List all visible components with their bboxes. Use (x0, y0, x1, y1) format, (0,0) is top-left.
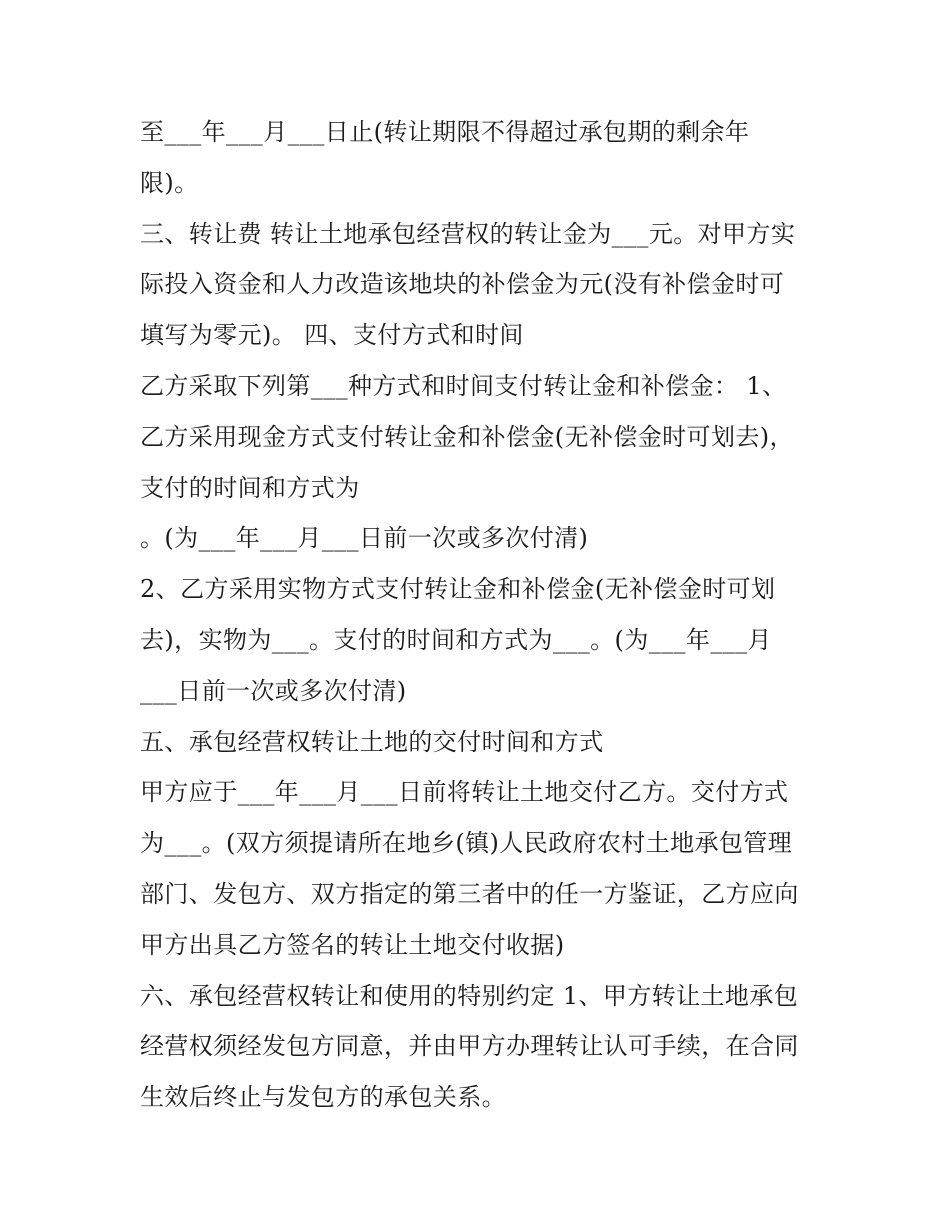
text-line: 部门、发包方、双方指定的第三者中的任一方鉴证，乙方应向 (140, 879, 799, 908)
text-line: 。(为___年___月___日前一次或多次付清) (140, 524, 589, 553)
text-line: 际投入资金和人力改造该地块的补偿金为元(没有补偿金时可 (140, 270, 785, 299)
text-line: ___日前一次或多次付清) (140, 676, 407, 705)
text-line: 五、承包经营权转让土地的交付时间和方式 (140, 727, 604, 756)
text-line: 2、乙方采用实物方式支付转让金和补偿金(无补偿金时可划 (140, 575, 776, 604)
text-line: 乙方采取下列第___种方式和时间支付转让金和补偿金： 1、 (140, 371, 787, 400)
text-line: 三、转让费 转让土地承包经营权的转让金为___元。对甲方实 (140, 219, 796, 248)
text-line: 乙方采用现金方式支付转让金和补偿金(无补偿金时可划去)， (140, 422, 794, 451)
text-line: 去)，实物为___。支付的时间和方式为___。(为___年___月 (140, 625, 772, 654)
text-line: 六、承包经营权转让和使用的特别约定 1、甲方转让土地承包 (140, 981, 799, 1010)
text-line: 甲方应于___年___月___日前将转让土地交付乙方。交付方式 (140, 778, 789, 807)
text-line: 生效后终止与发包方的承包关系。 (140, 1083, 506, 1112)
text-line: 限)。 (140, 168, 199, 197)
text-line: 填写为零元)。 四、支付方式和时间 (140, 321, 524, 350)
text-line: 经营权须经发包方同意，并由甲方办理转让认可手续，在合同 (140, 1032, 799, 1061)
text-line: 至___年___月___日止(转让期限不得超过承包期的剩余年 (140, 118, 750, 146)
contract-text (140, 107, 830, 1123)
text-line: 为___。(双方须提请所在地乡(镇)人民政府农村土地承包管理 (140, 829, 793, 858)
text-line: 甲方出具乙方签名的转让土地交付收据) (140, 930, 565, 959)
text-line: 支付的时间和方式为 (140, 473, 360, 502)
